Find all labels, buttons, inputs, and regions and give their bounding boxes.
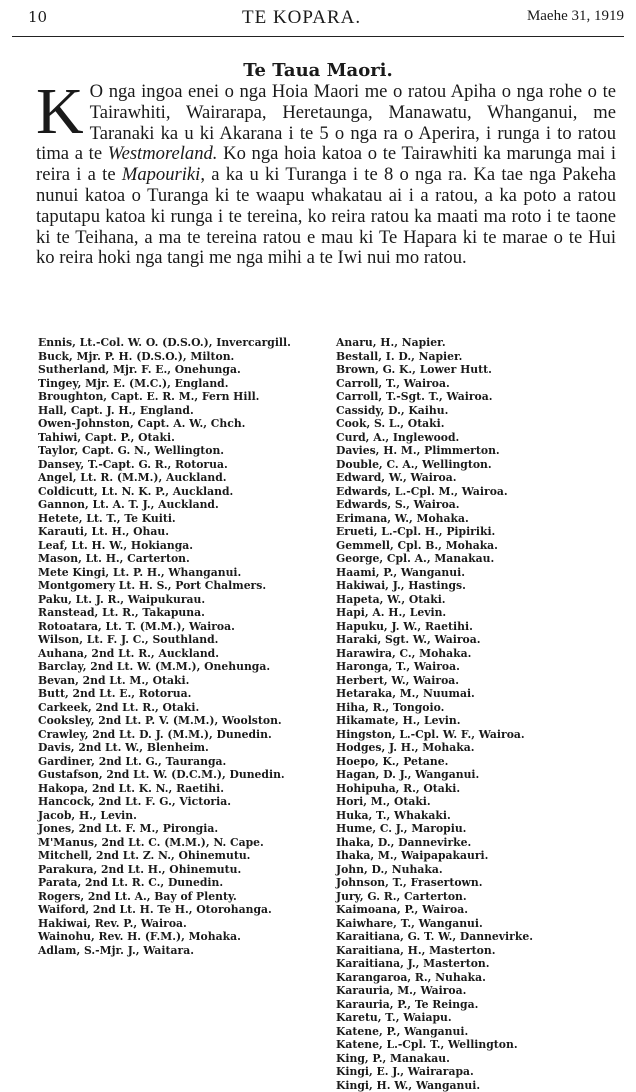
soldier-entry: Carroll, T., Wairoa.	[336, 377, 618, 391]
soldier-entry: King, P., Manakau.	[336, 1052, 618, 1066]
soldier-entry: Davis, 2nd Lt. W., Blenheim.	[38, 741, 320, 755]
ship-name-mapouriki: Mapouriki	[122, 164, 201, 185]
soldier-entry: George, Cpl. A., Manakau.	[336, 552, 618, 566]
soldier-entry: Hikamate, H., Levin.	[336, 714, 618, 728]
soldier-entry: Brown, G. K., Lower Hutt.	[336, 363, 618, 377]
soldier-entry: Hancock, 2nd Lt. F. G., Victoria.	[38, 795, 320, 809]
soldier-entry: Jacob, H., Levin.	[38, 809, 320, 823]
intro-text-2: Ko nga hoia katoa o te Tairawhiti ka marunga mai i reira i a te	[36, 143, 616, 185]
soldier-entry: Erimana, W., Mohaka.	[336, 512, 618, 526]
soldier-entry: Hetete, Lt. T., Te Kuiti.	[38, 512, 320, 526]
soldier-entry: Tingey, Mjr. E. (M.C.), England.	[38, 377, 320, 391]
soldier-entry: Parata, 2nd Lt. R. C., Dunedin.	[38, 876, 320, 890]
soldier-entry: Carkeek, 2nd Lt. R., Otaki.	[38, 701, 320, 715]
drop-cap: K	[36, 84, 84, 140]
ship-name-westmoreland: Westmoreland.	[108, 143, 218, 164]
soldier-entry: Tahiwi, Capt. P., Otaki.	[38, 431, 320, 445]
soldier-entry: Double, C. A., Wellington.	[336, 458, 618, 472]
soldier-entry: Karaitiana, J., Masterton.	[336, 957, 618, 971]
soldier-entry: Wainohu, Rev. H. (F.M.), Mohaka.	[38, 930, 320, 944]
soldier-entry: Barclay, 2nd Lt. W. (M.M.), Onehunga.	[38, 660, 320, 674]
soldier-entry: Edwards, L.-Cpl. M., Wairoa.	[336, 485, 618, 499]
soldier-entry: Broughton, Capt. E. R. M., Fern Hill.	[38, 390, 320, 404]
soldier-entry: Owen-Johnston, Capt. A. W., Chch.	[38, 417, 320, 431]
soldier-entry: Rogers, 2nd Lt. A., Bay of Plenty.	[38, 890, 320, 904]
soldier-entry: Karauti, Lt. H., Ohau.	[38, 525, 320, 539]
soldier-entry: Harawira, C., Mohaka.	[336, 647, 618, 661]
soldier-entry: Edwards, S., Wairoa.	[336, 498, 618, 512]
soldier-entry: Ihaka, D., Dannevirke.	[336, 836, 618, 850]
soldier-entry: Parakura, 2nd Lt. H., Ohinemutu.	[38, 863, 320, 877]
publication-title: TE KOPARA.	[242, 7, 361, 29]
soldier-entry: Auhana, 2nd Lt. R., Auckland.	[38, 647, 320, 661]
soldier-entry: Hapeta, W., Otaki.	[336, 593, 618, 607]
soldier-entry: Sutherland, Mjr. F. E., Onehunga.	[38, 363, 320, 377]
soldier-entry: Karaitiana, G. T. W., Dannevirke.	[336, 930, 618, 944]
soldier-entry: Haami, P., Wanganui.	[336, 566, 618, 580]
soldier-entry: Johnson, T., Frasertown.	[336, 876, 618, 890]
soldier-entry: Kaiwhare, T., Wanganui.	[336, 917, 618, 931]
soldier-entry: Cooksley, 2nd Lt. P. V. (M.M.), Woolston.	[38, 714, 320, 728]
soldier-entry: Ihaka, M., Waipapakauri.	[336, 849, 618, 863]
soldier-entry: Ennis, Lt.-Col. W. O. (D.S.O.), Invercargill.	[38, 336, 320, 350]
soldier-entry: Hiha, R., Tongoio.	[336, 701, 618, 715]
page-header	[12, 6, 624, 37]
soldier-entry: Karetu, T., Waiapu.	[336, 1011, 618, 1025]
soldier-entry: Huka, T., Whakaki.	[336, 809, 618, 823]
soldier-entry: Edward, W., Wairoa.	[336, 471, 618, 485]
soldier-entry: Wilson, Lt. F. J. C., Southland.	[38, 633, 320, 647]
soldier-entry: Cook, S. L., Otaki.	[336, 417, 618, 431]
page-number: 10	[28, 8, 47, 26]
names-column-right	[336, 336, 618, 1092]
soldier-entry: Cassidy, D., Kaihu.	[336, 404, 618, 418]
soldier-entry: Hodges, J. H., Mohaka.	[336, 741, 618, 755]
intro-text-1: O nga ingoa enei o nga Hoia Maori me o ratou Apiha o nga rohe o te Tairawhiti, Wairarapa, Heretaunga, Manawatu, Whanganui, me Taranaki ka u ki Akarana i te 5 o nga ra o Aperira, i runga i to ratou tima a te	[36, 81, 616, 164]
soldier-entry: Carroll, T.-Sgt. T., Wairoa.	[336, 390, 618, 404]
soldier-entry: Haronga, T., Wairoa.	[336, 660, 618, 674]
soldier-entry: Rotoatara, Lt. T. (M.M.), Wairoa.	[38, 620, 320, 634]
soldier-entry: Buck, Mjr. P. H. (D.S.O.), Milton.	[38, 350, 320, 364]
soldier-entry: Bestall, I. D., Napier.	[336, 350, 618, 364]
soldier-entry: Anaru, H., Napier.	[336, 336, 618, 350]
soldier-entry: Hume, C. J., Maropiu.	[336, 822, 618, 836]
soldier-entry: Davies, H. M., Plimmerton.	[336, 444, 618, 458]
soldier-entry: Jones, 2nd Lt. F. M., Pirongia.	[38, 822, 320, 836]
soldier-entry: Hakopa, 2nd Lt. K. N., Raetihi.	[38, 782, 320, 796]
soldier-entry: Hagan, D. J., Wanganui.	[336, 768, 618, 782]
soldier-entry: Hapuku, J. W., Raetihi.	[336, 620, 618, 634]
soldier-entry: Katene, L.-Cpl. T., Wellington.	[336, 1038, 618, 1052]
soldier-entry: Curd, A., Inglewood.	[336, 431, 618, 445]
soldier-entry: Angel, Lt. R. (M.M.), Auckland.	[38, 471, 320, 485]
soldier-entry: Bevan, 2nd Lt. M., Otaki.	[38, 674, 320, 688]
soldier-entry: Hoepo, K., Petane.	[336, 755, 618, 769]
soldier-entry: Karaitiana, H., Masterton.	[336, 944, 618, 958]
soldier-entry: Paku, Lt. J. R., Waipukurau.	[38, 593, 320, 607]
soldier-entry: Ranstead, Lt. R., Takapuna.	[38, 606, 320, 620]
soldier-entry: Gardiner, 2nd Lt. G., Tauranga.	[38, 755, 320, 769]
article-intro	[36, 82, 616, 269]
soldier-entry: John, D., Nuhaka.	[336, 863, 618, 877]
article-title: Te Taua Maori.	[0, 60, 636, 81]
soldier-entry: Hapi, A. H., Levin.	[336, 606, 618, 620]
soldier-entry: Adlam, S.-Mjr. J., Waitara.	[38, 944, 320, 958]
soldier-entry: Gannon, Lt. A. T. J., Auckland.	[38, 498, 320, 512]
soldier-entry: Hall, Capt. J. H., England.	[38, 404, 320, 418]
soldier-entry: Kingi, E. J., Wairarapa.	[336, 1065, 618, 1079]
soldier-entry: Katene, P., Wanganui.	[336, 1025, 618, 1039]
soldier-entry: Taylor, Capt. G. N., Wellington.	[38, 444, 320, 458]
soldier-entry: Gemmell, Cpl. B., Mohaka.	[336, 539, 618, 553]
soldier-entry: Leaf, Lt. H. W., Hokianga.	[38, 539, 320, 553]
soldier-entry: Karangaroa, R., Nuhaka.	[336, 971, 618, 985]
soldier-entry: Jury, G. R., Carterton.	[336, 890, 618, 904]
soldier-entry: Mitchell, 2nd Lt. Z. N., Ohinemutu.	[38, 849, 320, 863]
soldier-entry: Dansey, T.-Capt. G. R., Rotorua.	[38, 458, 320, 472]
issue-date: Maehe 31, 1919	[527, 8, 624, 25]
names-column-left	[38, 336, 320, 957]
soldier-entry: Hakiwai, J., Hastings.	[336, 579, 618, 593]
soldier-entry: Karauria, P., Te Reinga.	[336, 998, 618, 1012]
soldier-entry: Hakiwai, Rev. P., Wairoa.	[38, 917, 320, 931]
soldier-entry: Butt, 2nd Lt. E., Rotorua.	[38, 687, 320, 701]
soldier-entry: Kaimoana, P., Wairoa.	[336, 903, 618, 917]
soldier-entry: Montgomery Lt. H. S., Port Chalmers.	[38, 579, 320, 593]
soldier-entry: Erueti, L.-Cpl. H., Pipiriki.	[336, 525, 618, 539]
soldier-entry: Crawley, 2nd Lt. D. J. (M.M.), Dunedin.	[38, 728, 320, 742]
soldier-entry: Kingi, H. W., Wanganui.	[336, 1079, 618, 1092]
soldier-entry: Gustafson, 2nd Lt. W. (D.C.M.), Dunedin.	[38, 768, 320, 782]
soldier-entry: Waiford, 2nd Lt. H. Te H., Otorohanga.	[38, 903, 320, 917]
soldier-entry: Hohipuha, R., Otaki.	[336, 782, 618, 796]
soldier-entry: Coldicutt, Lt. N. K. P., Auckland.	[38, 485, 320, 499]
soldier-entry: Hingston, L.-Cpl. W. F., Wairoa.	[336, 728, 618, 742]
soldier-entry: Mason, Lt. H., Carterton.	[38, 552, 320, 566]
soldier-entry: Mete Kingi, Lt. P. H., Whanganui.	[38, 566, 320, 580]
intro-text-3: , a ka u ki Turanga i te 8 o nga ra. Ka tae nga Pakeha nunui katoa o Turanga ki te waapu whakatau ai i a ratou, a ka poto a ratou taputapu katoa ki runga i te tereina, ko reira ratou ka maati ma roto i te taone ki te Teihana, a ma te tereina ratou e mau ki Te Hapara ki te marae o te Hui ko reira hoki nga tangi me nga mihi a te Iwi nui mo ratou.	[36, 164, 616, 268]
soldier-entry: Herbert, W., Wairoa.	[336, 674, 618, 688]
soldier-entry: Hetaraka, M., Nuumai.	[336, 687, 618, 701]
soldier-entry: M'Manus, 2nd Lt. C. (M.M.), N. Cape.	[38, 836, 320, 850]
soldier-entry: Karauria, M., Wairoa.	[336, 984, 618, 998]
soldier-entry: Hori, M., Otaki.	[336, 795, 618, 809]
soldier-entry: Haraki, Sgt. W., Wairoa.	[336, 633, 618, 647]
